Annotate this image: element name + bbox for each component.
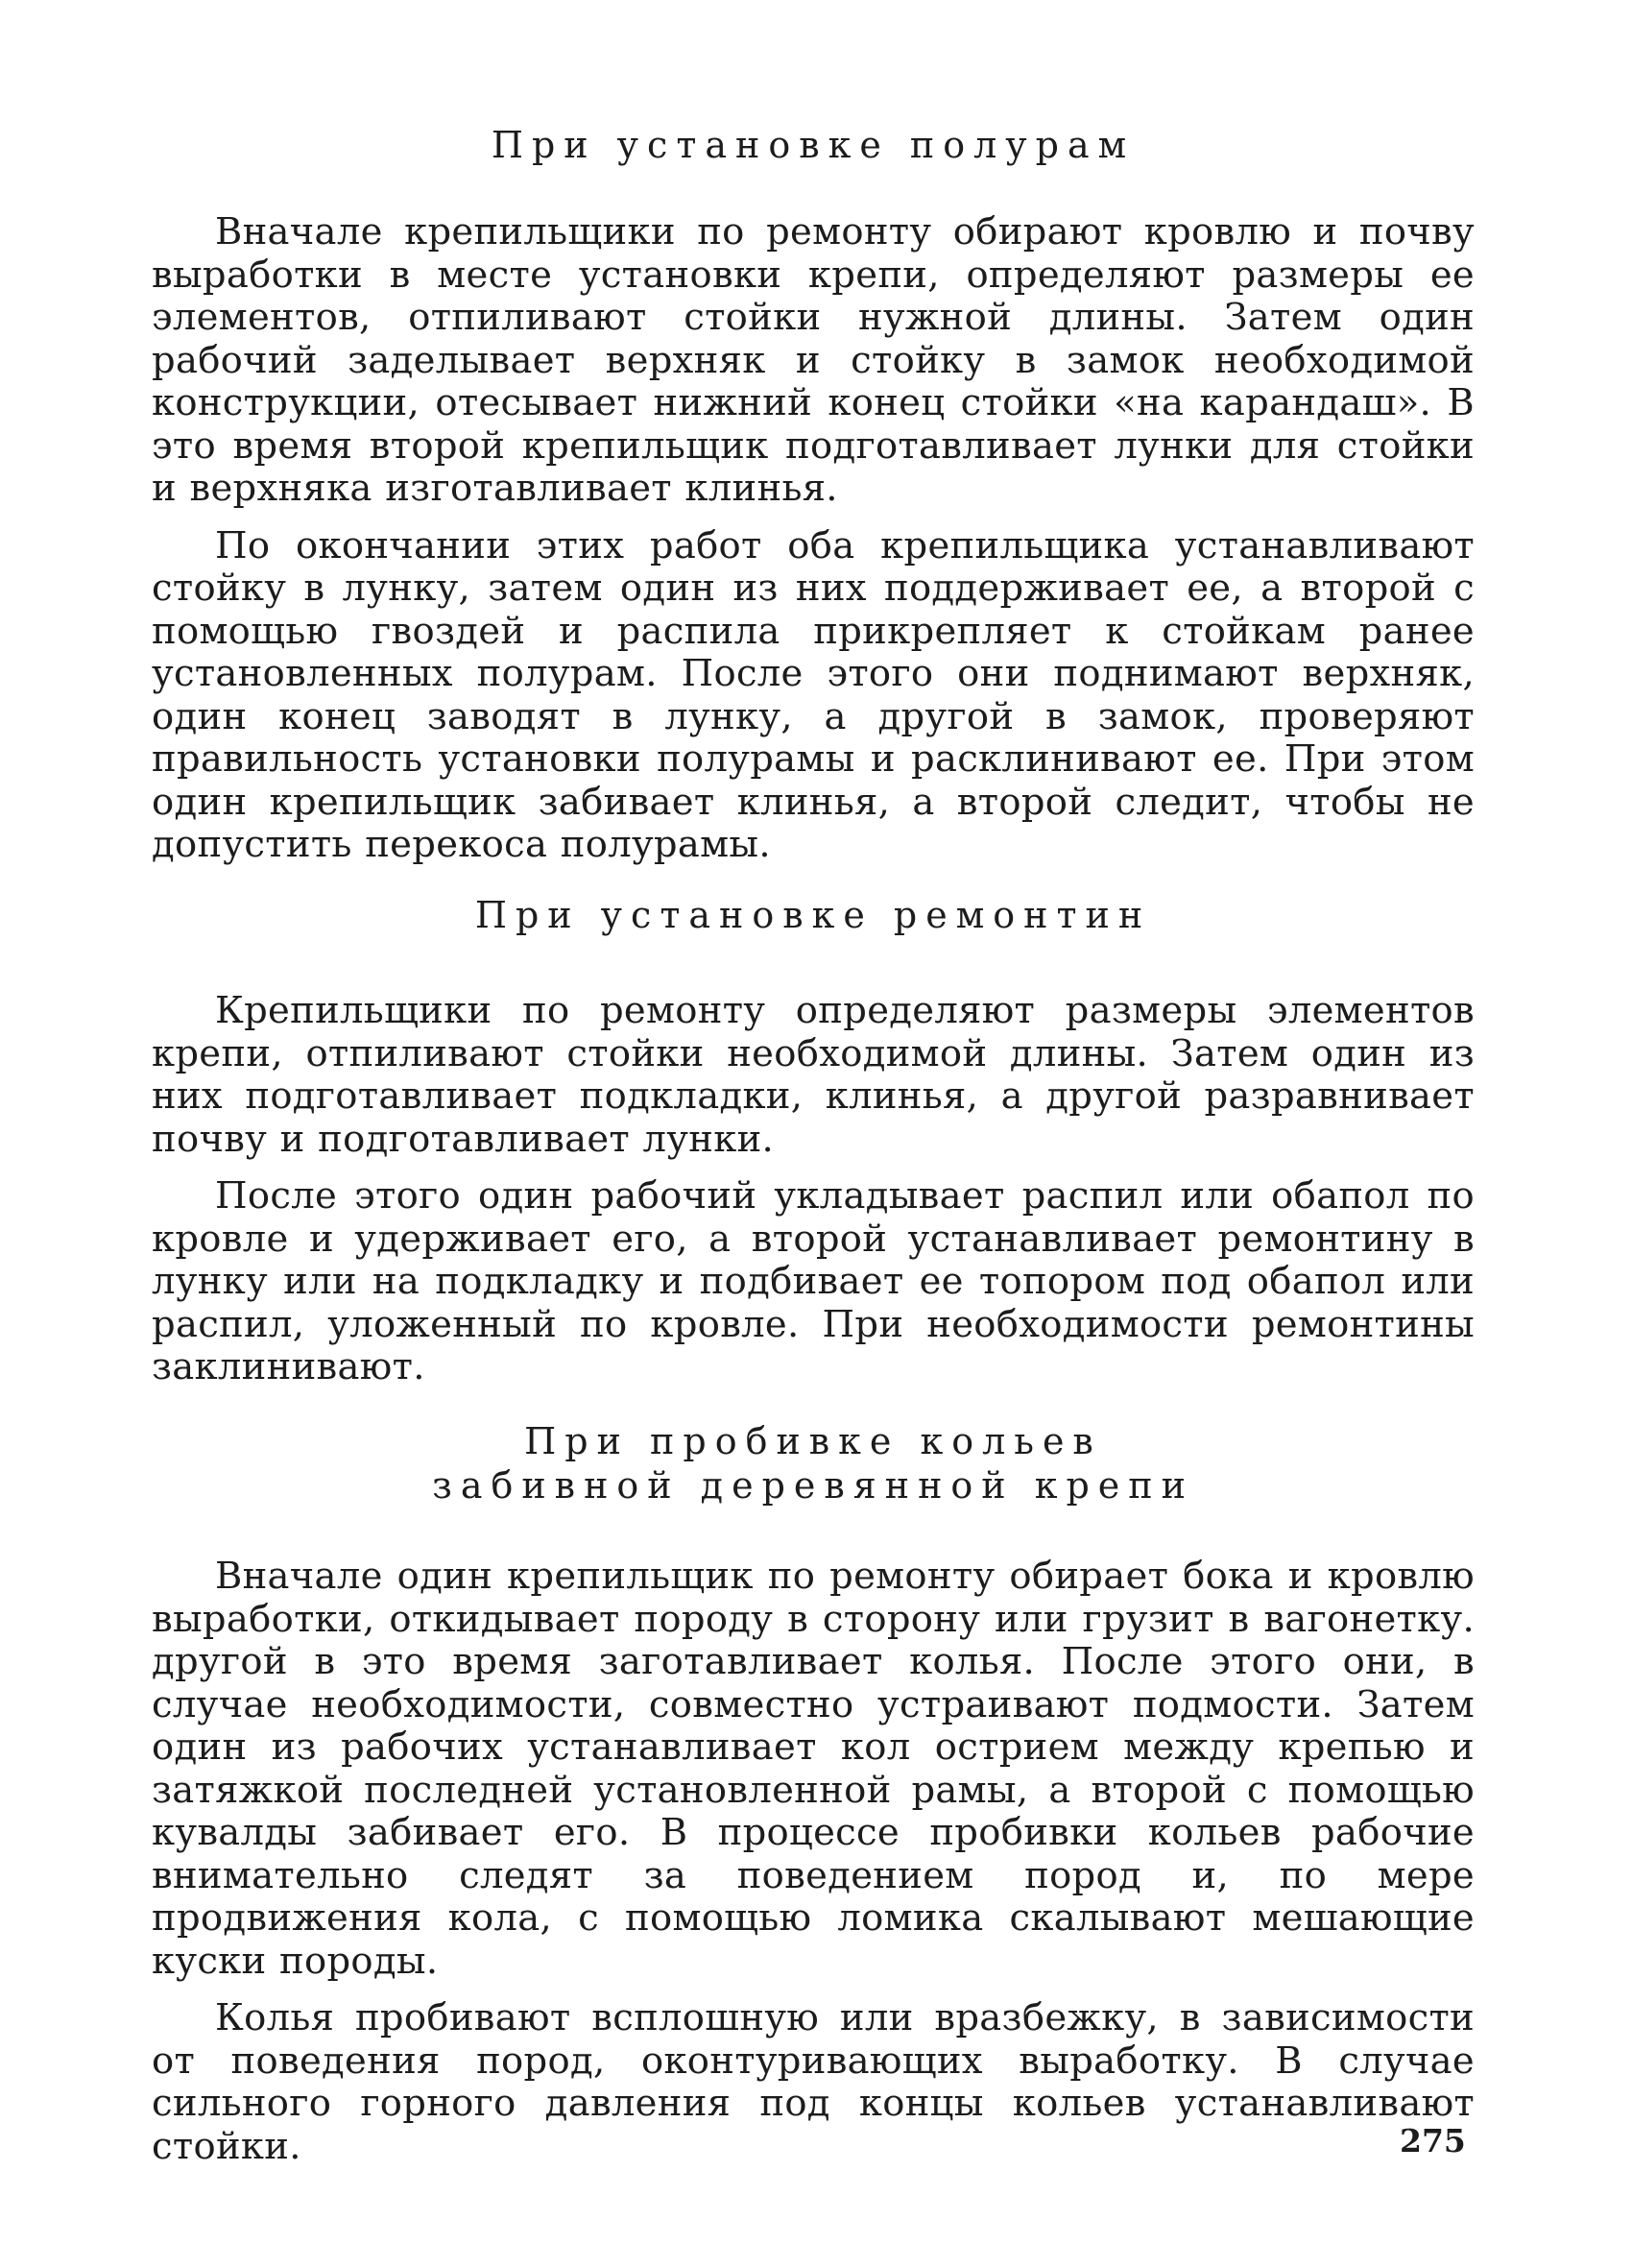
section-heading: При установке ремонтин <box>474 894 1152 936</box>
section-heading-line1: При пробивке кольев <box>524 1420 1102 1462</box>
section-heading: При установке полурам <box>491 124 1136 166</box>
paragraph: Колья пробивают всплошную или вразбежку, в зависимости от поведения пород, оконтуривающих выработку. В случае сильного горного давления под концы кольев устанавливают стойки. <box>152 1996 1475 2168</box>
paragraph: После этого один рабочий укладывает распил или обапол по кровле и удерживает его, а второй устанавливает ремонтину в лунку или на подкладку и подбивает ее топором под обапол или распил, уложенный по кровле. При необходимости ремонтины заклинивают. <box>152 1174 1475 1388</box>
page-number: 275 <box>1400 2122 1466 2159</box>
paragraph: Крепильщики по ремонту определяют размеры элементов крепи, отпиливают стойки необходимой длины. Затем один из них подготавливает подкладки, клинья, а другой разравнивает почву и подготавливает лунки. <box>152 989 1475 1161</box>
paragraph: По окончании этих работ оба крепильщика устанавливают стойку в лунку, затем один из них поддерживает ее, а второй с помощью гвоздей и распила прикрепляет к стойкам ранее установленных полурам. После этого они поднимают верхняк, один конец заводят в лунку, а другой в замок, проверяют правильность установки полурамы и расклинивают ее. При этом один крепильщик забивает клинья, а второй следит, чтобы не допустить перекоса полурамы. <box>152 523 1475 866</box>
section-kolya <box>152 1419 1475 2168</box>
paragraph: Вначале один крепильщик по ремонту обирает бока и кровлю выработки, откидывает породу в сторону или грузит в вагонетку. другой в это время заготавливает колья. После этого они, в случае необходимости, совместно устраивают подмости. Затем один из рабочих устанавливает кол острием между крепью и затяжкой последней установленной рамы, а второй с помощью кувалды забивает его. В процессе пробивки кольев рабочие внимательно следят за поведением пород и, по мере продвижения кола, с помощью ломика скалывают мешающие куски породы. <box>152 1555 1475 1983</box>
book-page <box>152 0 1475 2268</box>
section-heading-line2: забивной деревянной крепи <box>432 1464 1194 1507</box>
paragraph: Вначале крепильщики по ремонту обирают кровлю и почву выработки в месте установки крепи, определяют размеры ее элементов, отпиливают стойки нужной длины. Затем один рабочий заделывает верхняк и стойку в замок необходимой конструкции, отесывает нижний конец стойки «на карандаш». В это время второй крепильщик подготавливает лунки для стойки и верхняка изготавливает клинья. <box>152 210 1475 510</box>
section-remontina <box>152 893 1475 1389</box>
section-polurama <box>152 123 1475 867</box>
